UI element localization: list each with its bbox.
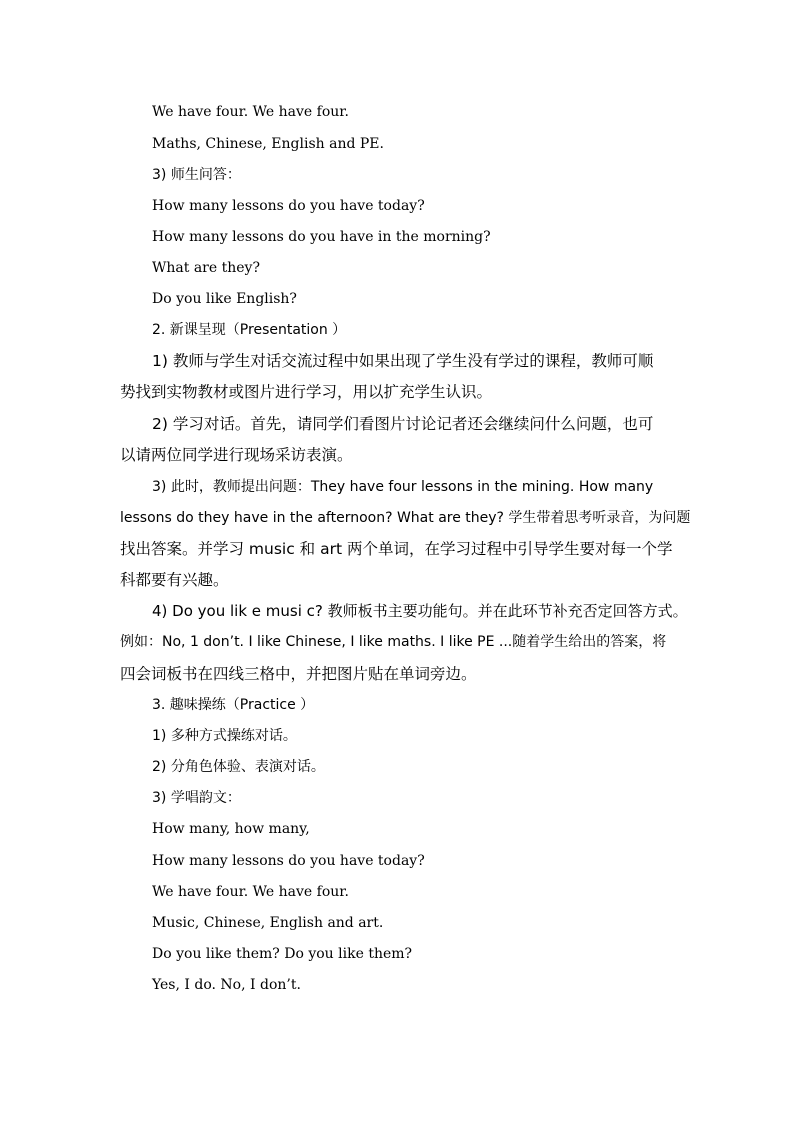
rhyme-line: Do you like them? Do you like them? [152,946,413,962]
question-line: How many lessons do you have in the morning? [152,229,491,245]
step-line: 3) 学唱韵文： [152,790,241,806]
rhyme-line: We have four. We have four. [152,884,349,900]
question-line: Do you like English? [152,291,297,307]
paragraph-line: 找出答案。并学习 music 和 art 两个单词，在学习过程中引导学生要对每一个学 [120,540,673,558]
rhyme-line: How many lessons do you have today? [152,853,425,869]
paragraph-line: 3) 此时，教师提出问题：They have four lessons in the mining. How many [152,479,654,495]
paragraph-line: lessons do they have in the afternoon? What are they? 学生带着思考听录音，为问题 [120,510,691,526]
rhyme-line: Yes, I do. No, I don’t. [152,977,301,993]
paragraph-line: 以请两位同学进行现场采访表演。 [120,446,353,464]
step-heading: 3) 师生问答： [152,167,241,183]
rhyme-line: Maths, Chinese, English and PE. [152,136,384,152]
question-line: How many lessons do you have today? [152,198,425,214]
section-heading: 2. 新课呈现（Presentation ） [152,322,347,338]
step-line: 2) 分角色体验、表演对话。 [152,759,325,775]
rhyme-line: Music, Chinese, English and art. [152,915,384,931]
paragraph-line: 4) Do you lik e musi c? 教师板书主要功能句。并在此环节补充否定回答方式。 [152,602,688,620]
paragraph-line: 例如：No, 1 don’t. I like Chinese, I like maths. I like PE ...随着学生给出的答案，将 [120,634,667,650]
paragraph-line: 2) 学习对话。首先，请同学们看图片讨论记者还会继续问什么问题，也可 [152,415,654,433]
rhyme-line: We have four. We have four. [152,104,349,120]
step-line: 1) 多种方式操练对话。 [152,728,297,744]
question-line: What are they? [152,260,260,276]
paragraph-line: 1) 教师与学生对话交流过程中如果出现了学生没有学过的课程，教师可顺 [152,352,654,370]
rhyme-line: How many, how many, [152,821,310,837]
section-heading: 3. 趣味操练（Practice ） [152,697,315,713]
paragraph-line: 势找到实物教材或图片进行学习，用以扩充学生认识。 [120,383,493,401]
paragraph-line: 科都要有兴趣。 [120,571,229,589]
paragraph-line: 四会词板书在四线三格中，并把图片贴在单词旁边。 [120,665,477,683]
